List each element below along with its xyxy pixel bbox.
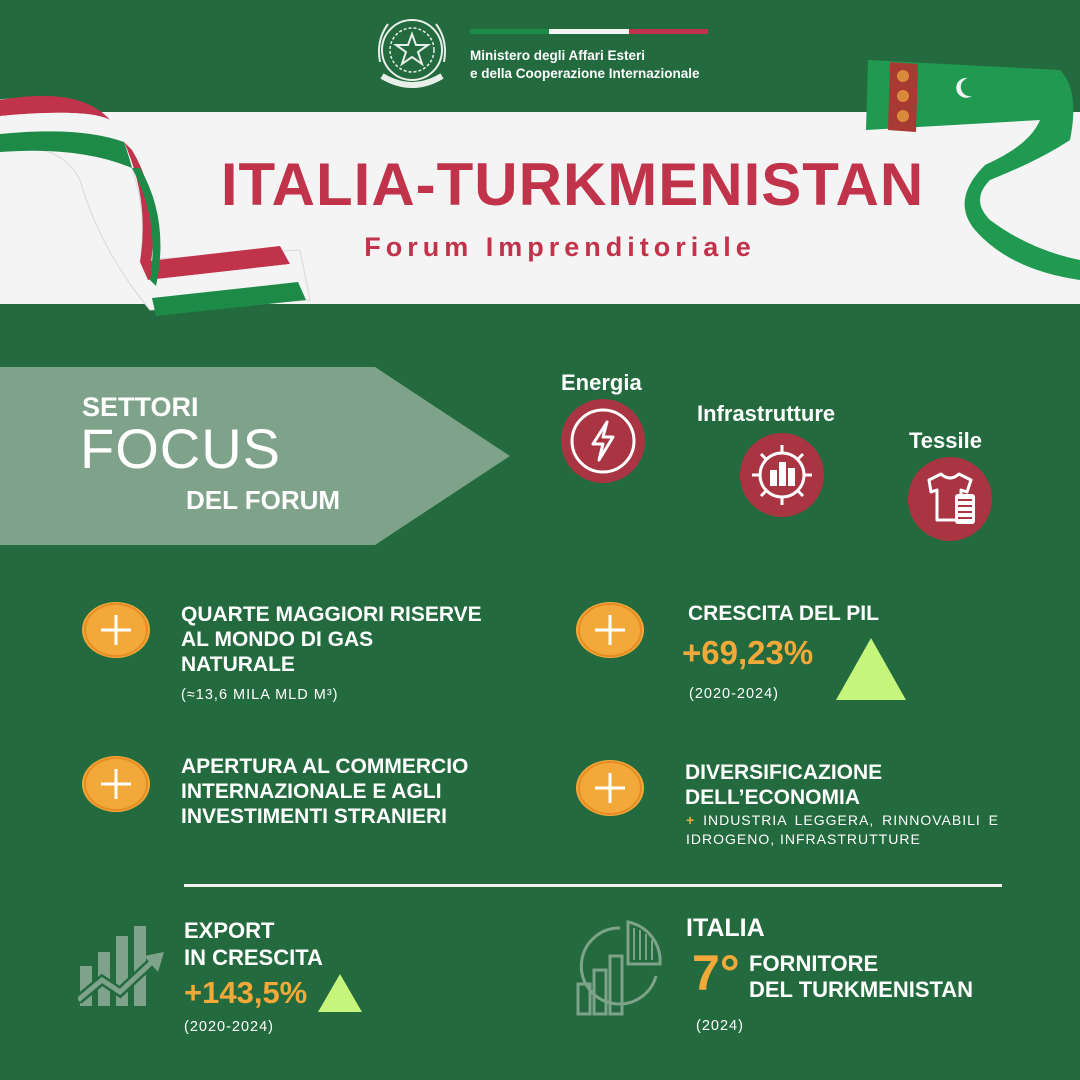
sector-tessile-label: Tessile: [909, 428, 982, 453]
export-title: [184, 917, 323, 971]
focus-line3: DEL FORUM: [186, 485, 341, 515]
sector-energia-label: Energia: [561, 370, 642, 395]
export-period: (2020-2024): [184, 1019, 274, 1035]
fact-diversification-note-text: INDUSTRIA LEGGERA, RINNOVABILI E IDROGENO, INFRASTRUTTURE: [686, 812, 999, 847]
fact-reserves-note: (≈13,6 MILA MLD M³): [181, 687, 339, 703]
page-subtitle: Forum Imprenditoriale: [364, 232, 756, 262]
plus-icon: [572, 756, 648, 820]
sector-infrastrutture-label: Infrastrutture: [697, 401, 836, 426]
supplier-line1: FORNITORE: [749, 951, 879, 976]
fact-diversification-title: [685, 760, 882, 810]
tshirt-spool-icon: [907, 456, 993, 542]
fact-gdp-period: (2020-2024): [689, 686, 779, 702]
supplier-title: ITALIA: [686, 914, 765, 942]
flag-white: [549, 29, 628, 34]
fact-trade-title: [181, 754, 468, 829]
fact-reserves-title: [181, 602, 482, 677]
tricolor-line: [470, 29, 708, 34]
flag-red: [629, 29, 708, 34]
ministry-line2: e della Cooperazione Internazionale: [470, 66, 700, 81]
gear-buildings-icon: [739, 432, 825, 518]
plus-icon: [78, 598, 154, 662]
export-line1: EXPORT: [184, 918, 275, 943]
supplier-period: (2024): [696, 1018, 744, 1034]
bullet-plus: +: [686, 812, 696, 828]
fact-reserves-line3: NATURALE: [181, 653, 295, 676]
ministry-line1: Ministero degli Affari Esteri: [470, 48, 646, 63]
fact-gdp-title: CRESCITA DEL PIL: [688, 602, 879, 625]
pie-bar-chart-icon: [572, 918, 664, 1018]
plus-icon: [78, 752, 154, 816]
growth-chart-icon: [78, 922, 168, 1012]
supplier-line2: DEL TURKMENISTAN: [749, 977, 974, 1002]
focus-line1: SETTORI: [82, 392, 199, 422]
fact-reserves-line1: QUARTE MAGGIORI RISERVE: [181, 603, 482, 626]
fact-diversification-line2: DELL’ECONOMIA: [685, 786, 861, 809]
fact-gdp-value: +69,23%: [682, 634, 814, 671]
export-value: +143,5%: [184, 975, 308, 1010]
flag-green: [470, 29, 549, 34]
section-divider: [184, 884, 1002, 887]
supplier-rank: 7°: [692, 945, 740, 1001]
fact-reserves-line2: AL MONDO DI GAS: [181, 628, 374, 651]
fact-trade-line3: INVESTIMENTI STRANIERI: [181, 805, 448, 828]
up-triangle-icon: [836, 638, 906, 700]
up-triangle-icon: [318, 974, 362, 1012]
supplier-text: [749, 951, 973, 1003]
fact-diversification-note: [686, 811, 999, 849]
fact-trade-line2: INTERNAZIONALE E AGLI: [181, 780, 442, 803]
focus-line2: FOCUS: [80, 417, 281, 480]
lightning-icon: [560, 398, 646, 484]
page-title: ITALIA-TURKMENISTAN: [220, 151, 925, 218]
fact-trade-line1: APERTURA AL COMMERCIO: [181, 755, 469, 778]
plus-icon: [572, 598, 648, 662]
fact-diversification-line1: DIVERSIFICAZIONE: [685, 761, 883, 784]
export-line2: IN CRESCITA: [184, 945, 323, 970]
